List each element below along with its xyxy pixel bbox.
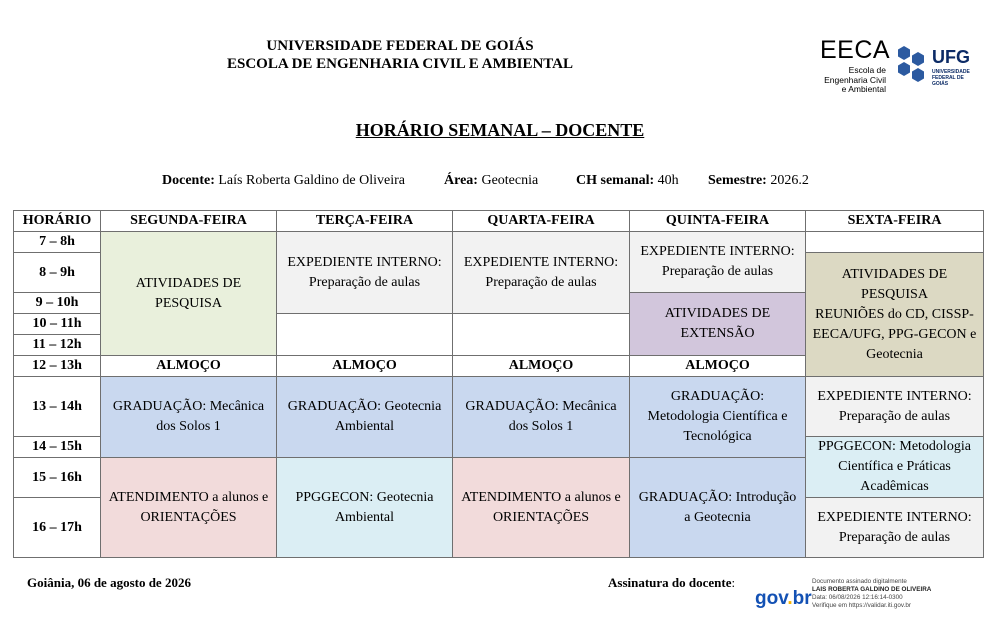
eeca-ufg-logo <box>820 36 980 98</box>
mon-lunch-cell: ALMOÇO <box>101 356 277 377</box>
eeca-logo-text: EECA <box>820 36 891 64</box>
time-cell: 14 – 15h <box>14 437 101 458</box>
ch-value: 40h <box>657 173 679 188</box>
school-name: ESCOLA DE ENGENHARIA CIVIL E AMBIENTAL <box>226 56 574 72</box>
time-cell: 11 – 12h <box>14 335 101 356</box>
semestre-label: Semestre: <box>708 173 767 188</box>
header-sexta: SEXTA-FEIRA <box>806 211 984 232</box>
wed-lunch-cell: ALMOÇO <box>453 356 630 377</box>
semestre-value: 2026.2 <box>770 173 809 188</box>
docente-info <box>162 173 405 189</box>
govbr-signer-name: LAIS ROBERTA GALDINO DE OLIVEIRA <box>812 586 932 593</box>
ch-label: CH semanal: <box>576 173 655 188</box>
eeca-sub-line: e Ambiental <box>841 84 886 94</box>
wed-atendimento-cell: ATENDIMENTO a alunos e ORIENTAÇÕES <box>453 458 630 558</box>
thu-graduacao-intro-cell: GRADUAÇÃO: Introdução a Geotecnia <box>630 458 806 558</box>
ufg-sub-line: FEDERAL DE GOIÁS <box>932 75 964 87</box>
header-quarta: QUARTA-FEIRA <box>453 211 630 232</box>
signature-label-text: Assinatura do docente <box>608 575 732 590</box>
fri-empty-cell <box>806 232 984 253</box>
place-date: Goiânia, 06 de agosto de 2026 <box>27 575 191 590</box>
time-cell: 15 – 16h <box>14 458 101 498</box>
tue-lunch-cell: ALMOÇO <box>277 356 453 377</box>
semestre-info <box>708 173 809 189</box>
docente-value: Laís Roberta Galdino de Oliveira <box>218 173 405 188</box>
thu-extensao-cell: ATIVIDADES DE EXTENSÃO <box>630 293 806 356</box>
wed-graduacao-cell: GRADUAÇÃO: Mecânica dos Solos 1 <box>453 377 630 458</box>
time-cell: 16 – 17h <box>14 498 101 558</box>
time-cell: 8 – 9h <box>14 253 101 293</box>
mon-pesquisa-cell: ATIVIDADES DE PESQUISA <box>101 232 277 356</box>
tue-graduacao-cell: GRADUAÇÃO: Geotecnia Ambiental <box>277 377 453 458</box>
wed-empty-cell <box>453 314 630 356</box>
govbr-logo-br: br <box>792 588 812 609</box>
eeca-logo-subtitle <box>820 66 886 95</box>
govbr-stamp-text <box>812 578 931 610</box>
area-info <box>444 173 538 189</box>
wed-expediente-cell: EXPEDIENTE INTERNO: Preparação de aulas <box>453 232 630 314</box>
eeca-sub-line: Escola de <box>848 65 886 75</box>
govbr-date: Data: 06/08/2026 12:16:14-0300 <box>812 594 903 601</box>
area-value: Geotecnia <box>481 173 539 188</box>
govbr-logo <box>755 588 812 610</box>
schedule-table <box>13 210 984 558</box>
govbr-signature-stamp <box>755 578 995 628</box>
header-segunda: SEGUNDA-FEIRA <box>101 211 277 232</box>
area-label: Área: <box>444 173 478 188</box>
header-quinta: QUINTA-FEIRA <box>630 211 806 232</box>
header-terca: TERÇA-FEIRA <box>277 211 453 232</box>
time-cell: 10 – 11h <box>14 314 101 335</box>
tue-empty-cell <box>277 314 453 356</box>
govbr-logo-gov: gov <box>755 588 788 609</box>
tue-expediente-cell: EXPEDIENTE INTERNO: Preparação de aulas <box>277 232 453 314</box>
fri-reunioes-line: REUNIÕES do CD, CISSP-EECA/UFG, PPG-GECON e Geotecnia <box>812 306 977 362</box>
fri-pesquisa-line: ATIVIDADES DE PESQUISA <box>841 266 948 302</box>
table-row <box>14 377 984 437</box>
govbr-logo-dot: . <box>787 588 793 609</box>
govbr-verify-link: Verifique em https://validar.iti.gov.br <box>812 602 911 609</box>
fri-pesquisa-cell <box>806 253 984 377</box>
mon-graduacao-cell: GRADUAÇÃO: Mecânica dos Solos 1 <box>101 377 277 458</box>
fri-expediente-cell: EXPEDIENTE INTERNO: Preparação de aulas <box>806 498 984 558</box>
time-cell: 12 – 13h <box>14 356 101 377</box>
time-cell: 13 – 14h <box>14 377 101 437</box>
thu-graduacao-cell: GRADUAÇÃO: Metodologia Científica e Tecnológica <box>630 377 806 458</box>
table-header-row <box>14 211 984 232</box>
thu-lunch-cell: ALMOÇO <box>630 356 806 377</box>
page-title: HORÁRIO SEMANAL – DOCENTE <box>355 120 645 140</box>
fri-expediente-cell: EXPEDIENTE INTERNO: Preparação de aulas <box>806 377 984 437</box>
university-name: UNIVERSIDADE FEDERAL DE GOIÁS <box>266 38 534 54</box>
thu-expediente-cell: EXPEDIENTE INTERNO: Preparação de aulas <box>630 232 806 293</box>
eeca-sub-line: Engenharia Civil <box>824 74 886 85</box>
signature-label <box>608 575 735 591</box>
header-horario: HORÁRIO <box>14 211 101 232</box>
govbr-line: Documento assinado digitalmente <box>812 578 907 585</box>
table-row <box>14 232 984 253</box>
fri-ppggecon-cell: PPGGECON: Metodologia Científica e Práticas Acadêmicas <box>806 437 984 498</box>
tue-ppggecon-cell: PPGGECON: Geotecnia Ambiental <box>277 458 453 558</box>
docente-label: Docente: <box>162 173 215 188</box>
ufg-sub-line: UNIVERSIDADE <box>932 69 970 75</box>
ufg-hexagon-icon <box>892 44 932 84</box>
ufg-logo-text: UFG <box>932 47 970 67</box>
time-cell: 9 – 10h <box>14 293 101 314</box>
mon-atendimento-cell: ATENDIMENTO a alunos e ORIENTAÇÕES <box>101 458 277 558</box>
time-cell: 7 – 8h <box>14 232 101 253</box>
signature-colon: : <box>731 575 736 590</box>
ufg-logo-subtitle <box>932 69 980 87</box>
ch-info <box>576 173 679 189</box>
